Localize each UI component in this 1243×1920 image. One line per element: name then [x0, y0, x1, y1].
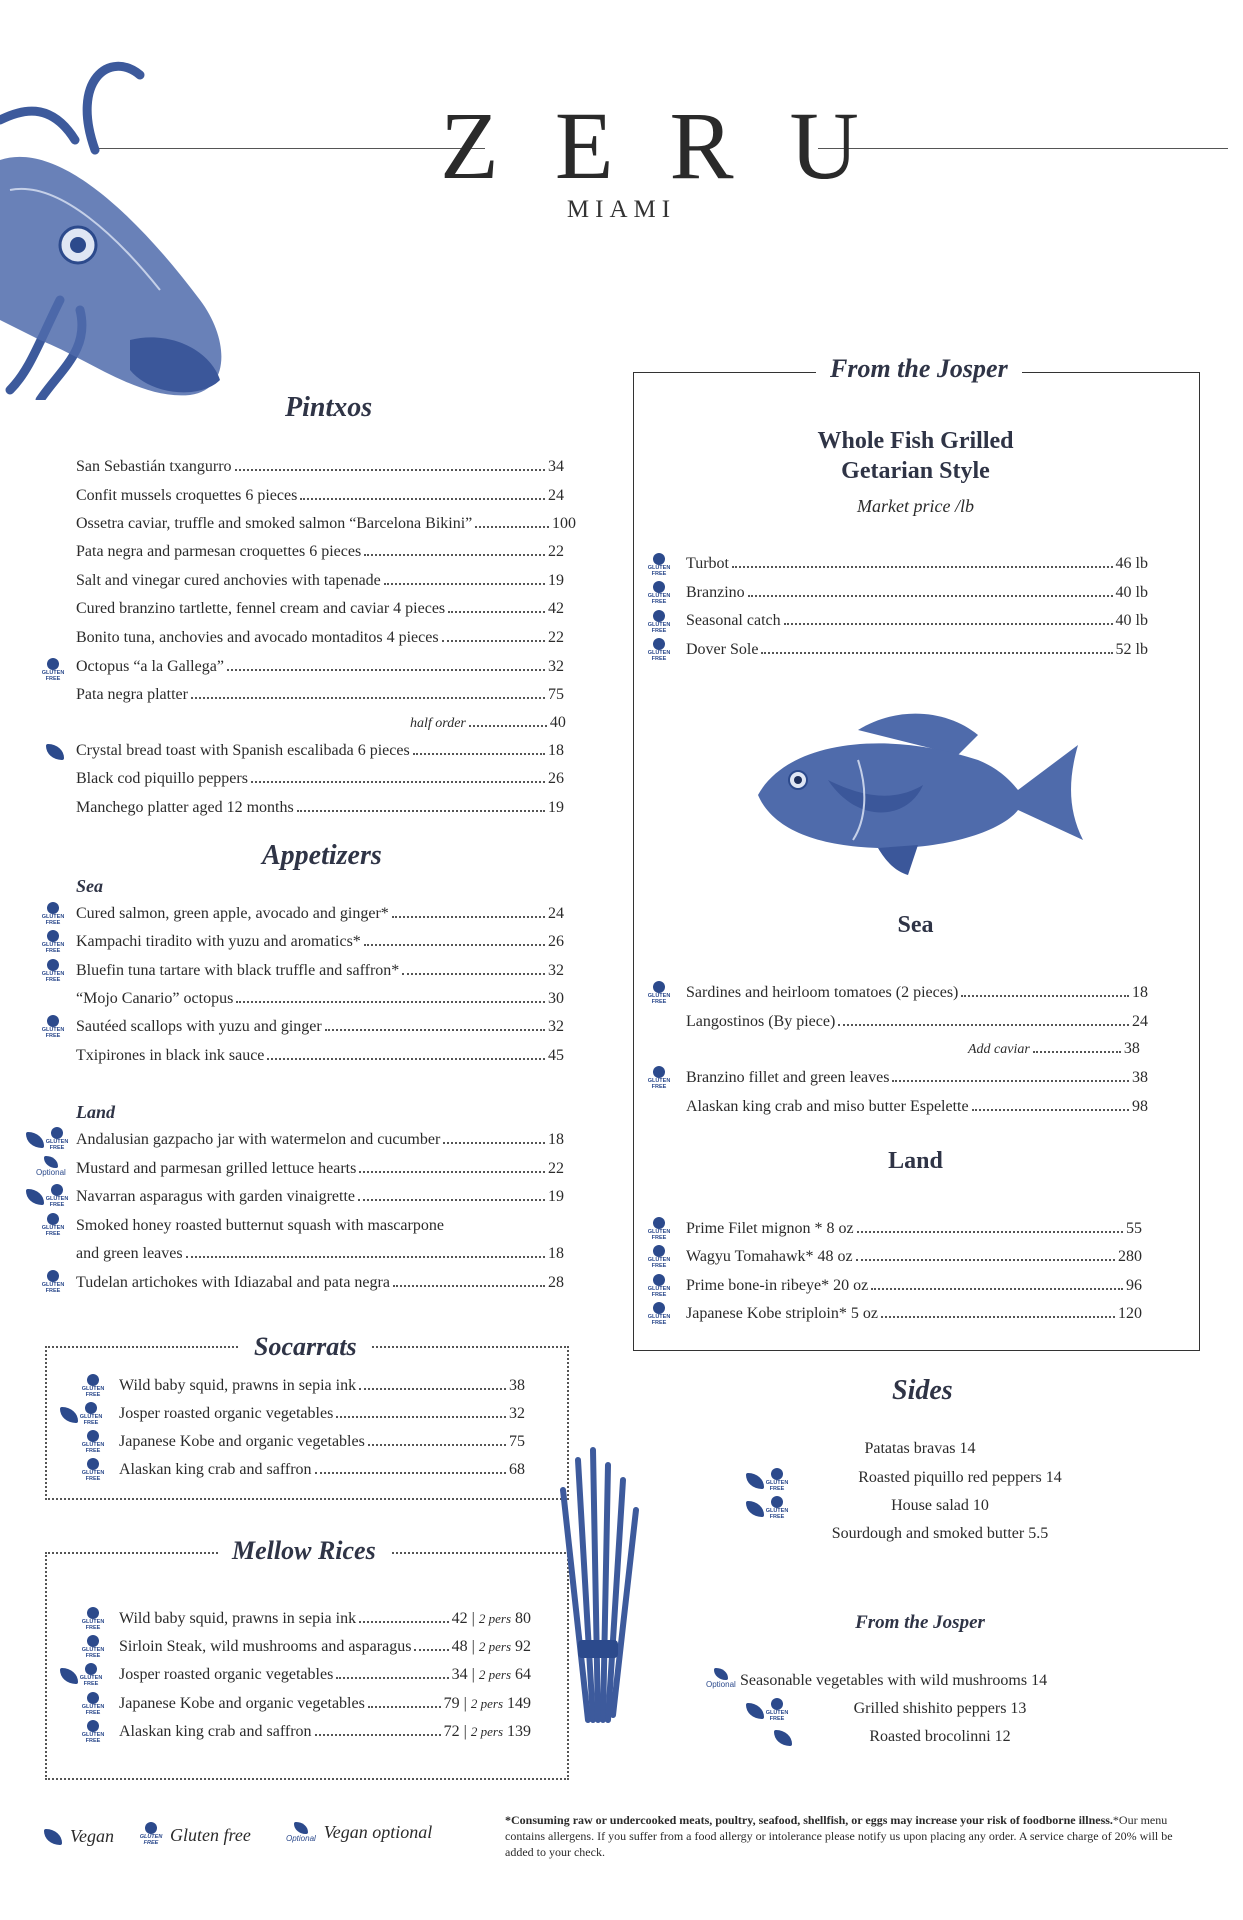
add-caviar-note: Add caviar 38	[968, 1040, 1140, 1057]
legend-vegan-optional: Optional Vegan optional	[286, 1822, 433, 1843]
gluten-free-icon: GLUTEN FREE	[648, 581, 670, 607]
menu-item: Seasonal catch 40 lb	[686, 612, 1148, 629]
vegan-optional-icon: Optional	[706, 1668, 736, 1689]
legend-vegan: Vegan	[44, 1826, 114, 1847]
menu-item: Navarran asparagus with garden vinaigrette 19	[76, 1188, 564, 1205]
fish-illustration	[748, 700, 1088, 880]
menu-item: Branzino 40 lb	[686, 584, 1148, 601]
menu-item: Alaskan king crab and saffron 72 | 2 pers 139	[119, 1723, 531, 1740]
menu-item: Andalusian gazpacho jar with watermelon and cucumber 18	[76, 1131, 564, 1148]
whole-fish-title-line2: Getarian Style	[841, 458, 990, 484]
menu-item: Ossetra caviar, truffle and smoked salmon “Barcelona Bikini” 100	[76, 515, 576, 532]
side-item: Roasted brocolinni 12	[869, 1728, 1011, 1745]
menu-item: Sardines and heirloom tomatoes (2 pieces) 18	[686, 984, 1148, 1001]
menu-item: Sautéed scallops with yuzu and ginger 32	[76, 1018, 564, 1035]
gluten-free-icon: GLUTEN FREE	[42, 902, 64, 928]
menu-item: Sirloin Steak, wild mushrooms and asparagus 48 | 2 pers 92	[119, 1638, 531, 1655]
menu-item: Turbot 46 lb	[686, 555, 1148, 572]
disclaimer-text: *Our menu contains allergens. If you suffer from a food allergy or intolerance please notify us upon placing any order. A service charge of 20% will be added to your check.	[505, 1813, 1173, 1859]
gluten-free-icon: GLUTEN FREE	[648, 981, 670, 1007]
menu-item: Smoked honey roasted butternut squash with mascarpone	[76, 1217, 444, 1234]
side-item: Grilled shishito peppers 13	[853, 1700, 1027, 1717]
pintxos-title: Pintxos	[285, 392, 373, 423]
gluten-free-icon: GLUTEN FREE	[42, 930, 64, 956]
menu-item: Pata negra and parmesan croquettes 6 pieces 22	[76, 543, 564, 560]
sides-title: Sides	[892, 1375, 953, 1406]
vegan-icon	[44, 1829, 62, 1845]
sides-josper-title: From the Josper	[855, 1612, 985, 1633]
gluten-free-icon: GLUTEN FREE	[648, 1217, 670, 1243]
menu-item: Bluefin tuna tartare with black truffle and saffron* 32	[76, 962, 564, 979]
gluten-free-icon: GLUTEN FREE	[648, 1302, 670, 1328]
vegan-gluten-free-icons: GLUTEN FREE	[746, 1698, 788, 1724]
gluten-free-icon: GLUTEN FREE	[82, 1374, 104, 1400]
gluten-free-icon: GLUTEN FREE	[42, 1213, 64, 1239]
vegan-gluten-free-icons: GLUTEN FREE	[26, 1184, 68, 1210]
josper-land-title: Land	[888, 1148, 943, 1174]
half-order-note: half order 40	[410, 714, 566, 731]
gluten-free-icon: GLUTEN FREE	[648, 638, 670, 664]
vegan-gluten-free-icons: GLUTEN FREE	[60, 1663, 102, 1689]
menu-item: Kampachi tiradito with yuzu and aromatics* 26	[76, 933, 564, 950]
side-item: Seasonable vegetables with wild mushrooms 14	[740, 1672, 1048, 1689]
appetizers-sea-title: Sea	[76, 876, 103, 896]
side-item: Sourdough and smoked butter 5.5	[831, 1525, 1049, 1542]
menu-item: Octopus “a la Gallega” 32	[76, 658, 564, 675]
menu-item: Cured branzino tartlette, fennel cream and caviar 4 pieces 42	[76, 600, 564, 617]
vegan-optional-icon: Optional	[286, 1822, 316, 1843]
menu-item: Wild baby squid, prawns in sepia ink 38	[119, 1377, 525, 1394]
menu-item: Bonito tuna, anchovies and avocado montaditos 4 pieces 22	[76, 629, 564, 646]
gluten-free-icon: GLUTEN FREE	[648, 1066, 670, 1092]
menu-item: “Mojo Canario” octopus 30	[76, 990, 564, 1007]
menu-item: Mustard and parmesan grilled lettuce hearts 22	[76, 1160, 564, 1177]
vegan-optional-icon: Optional	[36, 1156, 66, 1177]
menu-item: and green leaves 18	[76, 1245, 564, 1262]
gluten-free-icon: GLUTEN FREE	[82, 1720, 104, 1746]
menu-item: Confit mussels croquettes 6 pieces 24	[76, 487, 564, 504]
menu-item: Pata negra platter 75	[76, 686, 564, 703]
allergen-disclaimer	[505, 1812, 1185, 1860]
gluten-free-icon: GLUTEN FREE	[82, 1430, 104, 1456]
vegan-icon	[46, 744, 64, 760]
menu-item: Alaskan king crab and saffron 68	[119, 1461, 525, 1478]
gluten-free-icon: GLUTEN FREE	[648, 1245, 670, 1271]
appetizers-land-title: Land	[76, 1102, 116, 1122]
gluten-free-icon: GLUTEN FREE	[42, 959, 64, 985]
josper-sea-title: Sea	[897, 912, 934, 938]
gluten-free-icon: GLUTEN FREE	[82, 1635, 104, 1661]
side-item: House salad 10	[891, 1497, 989, 1514]
menu-item: Dover Sole 52 lb	[686, 641, 1148, 658]
squid-illustration	[0, 40, 250, 400]
vegan-gluten-free-icons: GLUTEN FREE	[746, 1468, 788, 1494]
brand-logo: ZERU	[440, 92, 915, 199]
vegan-gluten-free-icons: GLUTEN FREE	[60, 1402, 102, 1428]
menu-item: Japanese Kobe striploin* 5 oz 120	[686, 1305, 1142, 1322]
socarrats-title: Socarrats	[240, 1332, 371, 1362]
menu-item: Japanese Kobe and organic vegetables 79 | 2 pers 149	[119, 1695, 531, 1712]
disclaimer-bold: *Consuming raw or undercooked meats, poultry, seafood, shellfish, or eggs may increase your risk of foodborne illness.	[505, 1813, 1113, 1827]
gluten-free-icon: GLUTEN FREE	[42, 1015, 64, 1041]
vegan-gluten-free-icons: GLUTEN FREE	[26, 1127, 68, 1153]
menu-item: Branzino fillet and green leaves 38	[686, 1069, 1148, 1086]
menu-item: Josper roasted organic vegetables 34 | 2 pers 64	[119, 1666, 531, 1683]
menu-item: Alaskan king crab and miso butter Espelette 98	[686, 1098, 1148, 1115]
menu-item: Prime Filet mignon * 8 oz 55	[686, 1220, 1142, 1237]
gluten-free-icon: GLUTEN FREE	[140, 1822, 162, 1848]
josper-title: From the Josper	[816, 354, 1022, 384]
gluten-free-icon: GLUTEN FREE	[82, 1458, 104, 1484]
menu-item: Black cod piquillo peppers 26	[76, 770, 564, 787]
gluten-free-icon: GLUTEN FREE	[42, 1270, 64, 1296]
side-item: Patatas bravas 14	[864, 1440, 976, 1457]
mellow-rices-title: Mellow Rices	[218, 1536, 390, 1566]
whole-fish-title	[633, 426, 1198, 486]
menu-item: Wild baby squid, prawns in sepia ink 42 | 2 pers 80	[119, 1610, 531, 1627]
menu-item: Crystal bread toast with Spanish escalibada 6 pieces 18	[76, 742, 564, 759]
menu-item: San Sebastián txangurro 34	[76, 458, 564, 475]
asparagus-illustration	[548, 1440, 648, 1730]
gluten-free-icon: GLUTEN FREE	[648, 1274, 670, 1300]
menu-item: Langostinos (By piece) 24	[686, 1013, 1148, 1030]
menu-item: Salt and vinegar cured anchovies with tapenade 19	[76, 572, 564, 589]
menu-item: Txipirones in black ink sauce 45	[76, 1047, 564, 1064]
menu-item: Manchego platter aged 12 months 19	[76, 799, 564, 816]
vegan-gluten-free-icons: GLUTEN FREE	[746, 1496, 788, 1522]
gluten-free-icon: GLUTEN FREE	[82, 1692, 104, 1718]
whole-fish-title-line1: Whole Fish Grilled	[817, 428, 1014, 454]
gluten-free-icon: GLUTEN FREE	[648, 553, 670, 579]
appetizers-title: Appetizers	[262, 840, 382, 871]
whole-fish-subtitle: Market price /lb	[857, 496, 974, 516]
side-item: Roasted piquillo red peppers 14	[858, 1469, 1062, 1486]
gluten-free-icon: GLUTEN FREE	[648, 610, 670, 636]
menu-item: Wagyu Tomahawk* 48 oz 280	[686, 1248, 1142, 1265]
menu-item: Josper roasted organic vegetables 32	[119, 1405, 525, 1422]
menu-item: Cured salmon, green apple, avocado and ginger* 24	[76, 905, 564, 922]
legend-gluten-free: GLUTEN FREE Gluten free	[140, 1822, 251, 1848]
gluten-free-icon: GLUTEN FREE	[82, 1607, 104, 1633]
brand-city: MIAMI	[566, 196, 677, 223]
menu-item: Japanese Kobe and organic vegetables 75	[119, 1433, 525, 1450]
gluten-free-icon: GLUTEN FREE	[42, 658, 64, 684]
menu-item: Tudelan artichokes with Idiazabal and pata negra 28	[76, 1274, 564, 1291]
menu-item: Prime bone-in ribeye* 20 oz 96	[686, 1277, 1142, 1294]
